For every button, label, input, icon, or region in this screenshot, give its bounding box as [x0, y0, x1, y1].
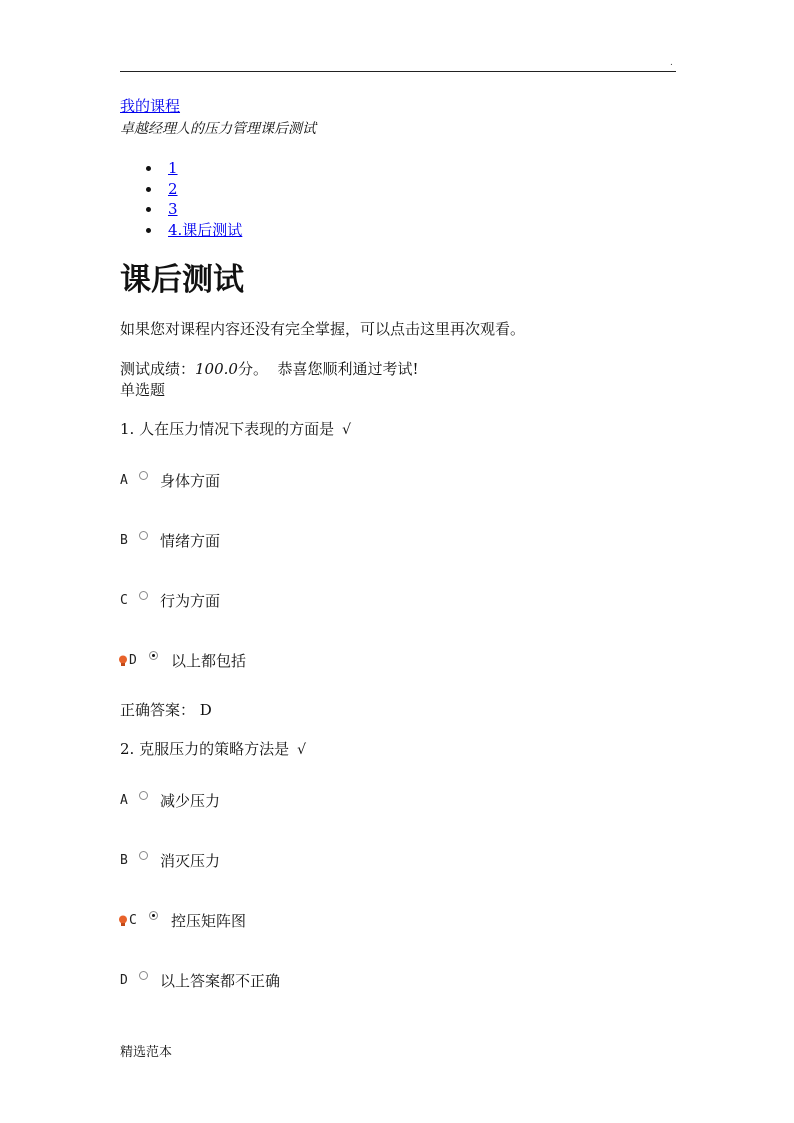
- lightbulb-icon: [118, 915, 128, 927]
- option-text: 行为方面: [160, 592, 221, 610]
- section-item: [146, 179, 242, 200]
- correct-check-icon: √: [342, 422, 352, 438]
- section-item: [146, 199, 242, 220]
- radio-button[interactable]: [139, 591, 148, 600]
- radio-button[interactable]: [139, 971, 148, 980]
- radio-button[interactable]: [139, 471, 148, 480]
- section-list: [146, 158, 242, 240]
- option-text: 以上都包括: [171, 652, 247, 670]
- option-letter: C: [129, 913, 137, 928]
- my-courses-link[interactable]: 我的课程: [120, 97, 181, 115]
- section-link-1[interactable]: 1: [168, 159, 178, 177]
- answer-value: D: [199, 701, 212, 719]
- option-letter: D: [129, 653, 137, 668]
- option-text: 控压矩阵图: [171, 912, 247, 930]
- option-letter: C: [120, 593, 128, 608]
- score-line: [120, 358, 419, 379]
- bullet-icon: [146, 228, 151, 233]
- question-title: [120, 418, 351, 439]
- option-letter: A: [120, 793, 128, 808]
- radio-button-selected[interactable]: [149, 651, 158, 660]
- radio-button[interactable]: [139, 531, 148, 540]
- lightbulb-icon: [118, 655, 128, 667]
- question-text: 1. 人在压力情况下表现的方面是: [120, 420, 335, 438]
- bullet-icon: [146, 207, 151, 212]
- correct-answer: [120, 699, 212, 720]
- option-text: 消灭压力: [160, 852, 221, 870]
- option-letter: B: [120, 853, 128, 868]
- section-link-4[interactable]: 4.课后测试: [168, 220, 243, 239]
- option-text: 情绪方面: [160, 532, 221, 550]
- header-rule: [120, 71, 676, 72]
- section-item: [146, 220, 242, 241]
- section-item: [146, 158, 242, 179]
- header-corner-mark: .: [670, 58, 673, 68]
- intro-text: 如果您对课程内容还没有完全掌握，可以点击这里再次观看。: [120, 320, 526, 338]
- score-message: 恭喜您顺利通过考试!: [277, 360, 419, 378]
- bullet-icon: [146, 166, 151, 171]
- radio-button[interactable]: [139, 851, 148, 860]
- score-value: 100.0: [195, 360, 238, 378]
- option-letter: D: [120, 973, 128, 988]
- section-link-3[interactable]: 3: [168, 200, 178, 218]
- question-type-label: 单选题: [120, 381, 166, 399]
- question-title: [120, 738, 306, 759]
- option-text: 身体方面: [160, 472, 221, 490]
- score-unit: 分。: [237, 360, 268, 378]
- section-link-2[interactable]: 2: [168, 179, 178, 198]
- page-title: 课后测试: [120, 262, 244, 298]
- option-text: 减少压力: [160, 792, 221, 810]
- footer-text: 精选范本: [120, 1045, 173, 1060]
- radio-button-selected[interactable]: [149, 911, 158, 920]
- option-letter: A: [120, 473, 128, 488]
- correct-check-icon: √: [297, 742, 307, 758]
- option-text: 以上答案都不正确: [160, 972, 281, 990]
- course-title: 卓越经理人的压力管理课后测试: [120, 121, 316, 137]
- radio-button[interactable]: [139, 791, 148, 800]
- bullet-icon: [146, 187, 151, 192]
- answer-label: 正确答案：: [120, 701, 196, 719]
- score-label: 测试成绩：: [120, 360, 196, 378]
- question-text: 2. 克服压力的策略方法是: [120, 740, 290, 758]
- option-letter: B: [120, 533, 128, 548]
